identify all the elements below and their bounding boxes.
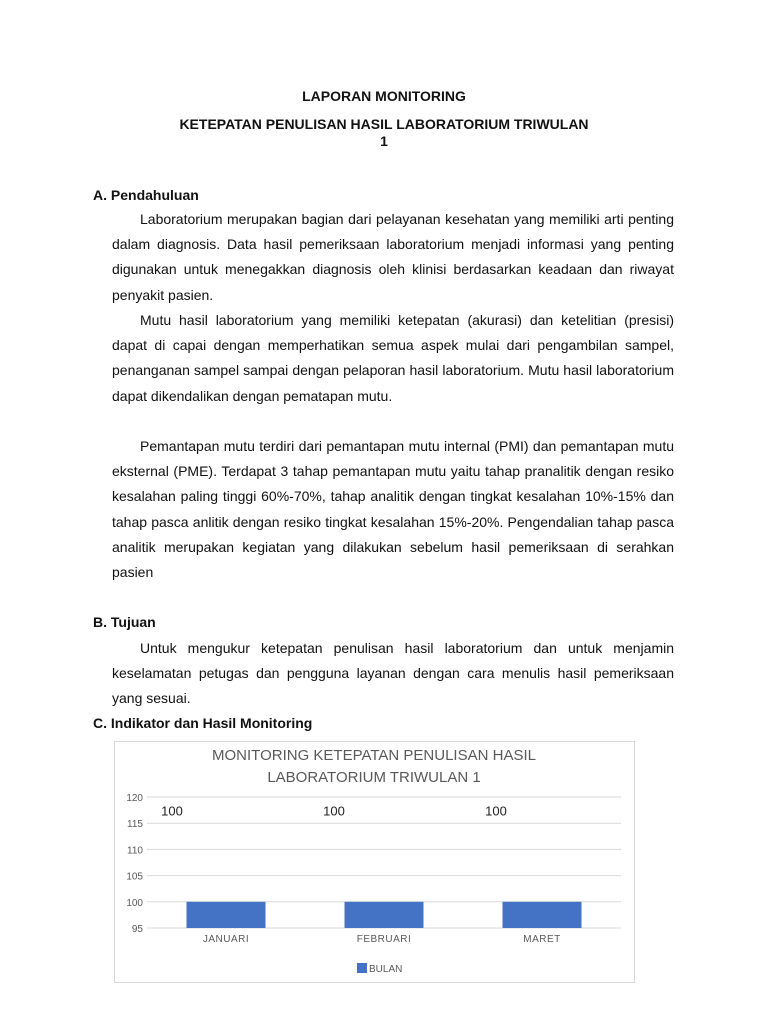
y-tick-label: 100 xyxy=(126,897,143,909)
data-label: 100 xyxy=(485,803,507,819)
legend-label: BULAN xyxy=(369,964,403,975)
bar xyxy=(345,902,424,928)
section-b-paragraph: Untuk mengukur ketepatan penulisan hasil laboratorium dan untuk menjamin keselamatan petugas dan pengguna layanan dengan cara menulis hasil pemeriksaan yang sesuai. xyxy=(112,640,674,707)
y-tick-label: 95 xyxy=(131,924,143,935)
y-tick-label: 120 xyxy=(126,793,143,804)
y-tick-label: 110 xyxy=(127,845,143,857)
section-a-paragraph-2: Mutu hasil laboratorium yang memiliki ketepatan (akurasi) dan ketelitian (presisi) dapat di capai dengan memperhatikan semua aspek mulai dari pengambilan sampel, penanganan sampel sampai dengan pelaporan hasil laboratorium. Mutu hasil laboratorium dapat dikendalikan dengan pematapan mutu. xyxy=(112,312,674,404)
report-subtitle-number: 1 xyxy=(380,133,388,149)
legend-swatch xyxy=(357,963,367,973)
report-subtitle: KETEPATAN PENULISAN HASIL LABORATORIUM TRIWULAN xyxy=(179,116,589,132)
data-label: 100 xyxy=(323,803,345,819)
y-tick-label: 105 xyxy=(126,871,143,883)
bar xyxy=(187,902,266,928)
section-a-paragraph-3: Pemantapan mutu terdiri dari pemantapan mutu internal (PMI) dan pemantapan mutu eksternal (PME). Terdapat 3 tahap pemantapan mutu yaitu tahap pranalitik dengan resiko kesalahan paling tinggi 60%-70%, tahap analitik dengan tingkat kesalahan 10%-15% dan tahap pasca anlitik dengan resiko tingkat kesalahan 15%-20%. Pengendalian tahap pasca analitik merupakan kegiatan yang dilakukan sebelum hasil pemeriksaan di serahkan pasien xyxy=(112,438,674,581)
section-c-heading: C. Indikator dan Hasil Monitoring xyxy=(93,715,313,731)
x-tick-label: JANUARI xyxy=(202,934,250,945)
data-label: 100 xyxy=(161,803,183,819)
bar xyxy=(503,902,582,928)
x-tick-label: FEBRUARI xyxy=(356,934,412,945)
x-tick-label: MARET xyxy=(523,934,561,945)
report-title: LAPORAN MONITORING xyxy=(302,88,466,104)
y-tick-label: 115 xyxy=(127,819,143,831)
section-b-heading: B. Tujuan xyxy=(93,614,156,630)
chart-title-line: LABORATORIUM TRIWULAN 1 xyxy=(267,769,481,786)
monitoring-chart xyxy=(114,741,635,983)
section-a-heading: A. Pendahuluan xyxy=(93,187,199,203)
bar-chart-svg xyxy=(115,742,634,982)
section-a-paragraph-1: Laboratorium merupakan bagian dari pelayanan kesehatan yang memiliki arti penting dalam diagnosis. Data hasil pemeriksaan laboratorium menjadi informasi yang penting digunakan untuk menegakkan diagnosis oleh klinisi berdasarkan keadaan dan riwayat penyakit pasien. xyxy=(112,211,674,303)
chart-title-line: MONITORING KETEPATAN PENULISAN HASIL xyxy=(212,747,536,764)
